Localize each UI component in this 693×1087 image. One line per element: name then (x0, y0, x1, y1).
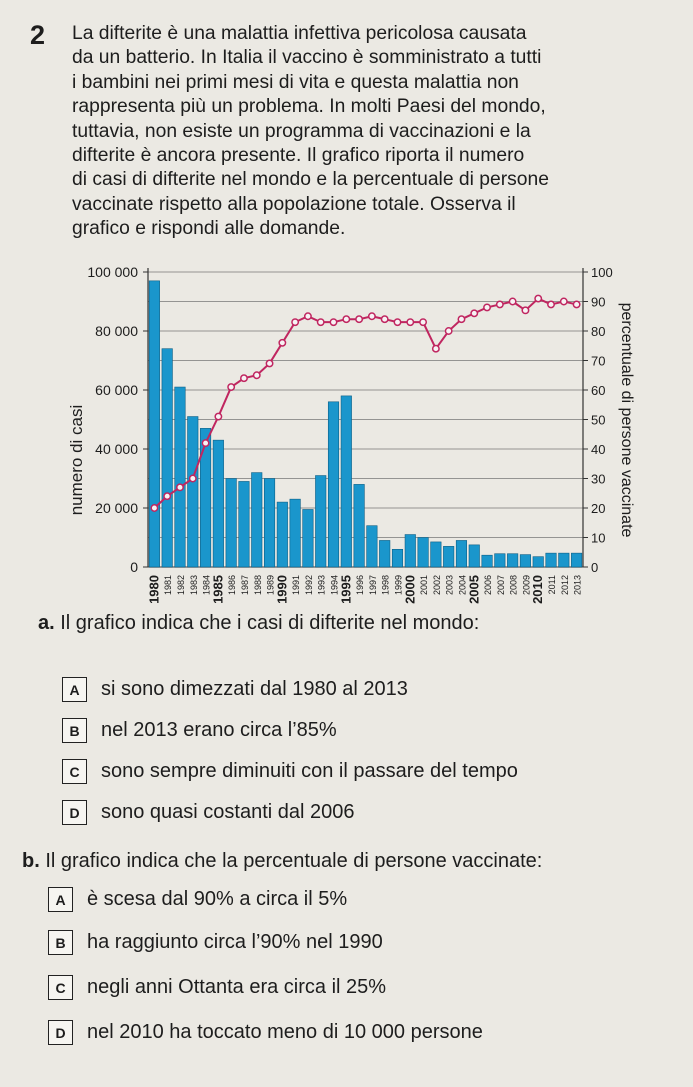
option-text: si sono dimezzati dal 1980 al 2013 (101, 678, 408, 700)
x-tick-label-1989: 1989 (265, 575, 276, 596)
x-tick-label-1983: 1983 (188, 575, 199, 596)
bar-1980 (149, 281, 159, 567)
vaccination-point-1995 (343, 316, 349, 322)
right-tick-label: 20 (591, 501, 606, 516)
bar-1987 (239, 481, 249, 567)
vaccination-point-2001 (420, 319, 426, 325)
x-tick-label-1999: 1999 (393, 575, 404, 596)
option-b-D[interactable] (48, 1020, 483, 1045)
x-tick-label-1990: 1990 (274, 575, 290, 604)
vaccination-point-2008 (509, 298, 515, 304)
bar-2006 (482, 555, 492, 567)
bar-1982 (175, 387, 185, 567)
option-a-C[interactable] (62, 759, 518, 784)
x-tick-label-1980: 1980 (146, 575, 162, 604)
left-tick-label: 40 000 (95, 441, 138, 457)
bar-1984 (200, 428, 210, 567)
bar-1989 (264, 479, 274, 568)
option-text: negli anni Ottanta era circa il 25% (87, 976, 387, 998)
bar-2000 (405, 535, 415, 567)
option-letter: D (62, 800, 87, 825)
vaccination-point-2011 (548, 301, 554, 307)
x-tick-label-1997: 1997 (367, 575, 378, 596)
x-tick-label-1995: 1995 (338, 575, 354, 604)
vaccination-point-1984 (202, 440, 208, 446)
x-tick-label-1993: 1993 (316, 575, 327, 596)
x-tick-label-1988: 1988 (252, 575, 263, 596)
option-b-A[interactable] (48, 887, 347, 912)
intro-line: tuttavia, non esiste un programma di vaccinazioni e la (72, 120, 531, 142)
left-tick-label: 100 000 (87, 264, 138, 280)
intro-line: difterite è ancora presente. Il grafico riporta il numero (72, 145, 525, 167)
bar-1985 (213, 440, 223, 567)
right-axis-title: percentuale di persone vaccinate (618, 302, 635, 538)
vaccination-point-1980 (151, 505, 157, 511)
x-tick-label-1994: 1994 (329, 575, 340, 596)
right-tick-label: 60 (591, 383, 606, 398)
vaccination-point-2013 (573, 301, 579, 307)
vaccination-point-1981 (164, 493, 170, 499)
intro-line: da un batterio. In Italia il vaccino è somministrato a tutti (72, 47, 542, 69)
x-tick-label-2010: 2010 (530, 575, 546, 604)
vaccination-point-2006 (484, 304, 490, 310)
intro-line: La difterite è una malattia infettiva pericolosa causata (72, 23, 527, 44)
left-axis-title: numero di casi (67, 404, 86, 516)
vaccination-point-2010 (535, 295, 541, 301)
intro-line: grafico e rispondi alle domande. (72, 218, 346, 240)
bar-2009 (520, 555, 530, 567)
option-letter: B (48, 930, 73, 955)
bar-2007 (495, 554, 505, 567)
bar-1994 (328, 402, 338, 567)
bar-1996 (354, 484, 364, 567)
x-tick-label-2007: 2007 (495, 575, 506, 596)
vaccination-point-1988 (254, 372, 260, 378)
option-letter: D (48, 1020, 73, 1045)
x-tick-label-2006: 2006 (483, 575, 494, 596)
option-text: nel 2013 erano circa l’85% (101, 719, 337, 741)
vaccination-point-1987 (241, 375, 247, 381)
diphtheria-chart (0, 245, 693, 615)
x-tick-label-1992: 1992 (303, 575, 314, 596)
option-a-D[interactable] (62, 800, 355, 825)
option-a-A[interactable] (62, 677, 408, 702)
right-tick-label: 10 (591, 530, 606, 546)
bar-1988 (252, 473, 262, 567)
bar-1992 (303, 509, 313, 567)
left-tick-label: 0 (130, 559, 138, 575)
x-tick-label-1981: 1981 (163, 575, 174, 596)
bar-2011 (546, 553, 556, 567)
bar-2013 (571, 553, 581, 567)
option-b-B[interactable] (48, 930, 383, 955)
vaccination-point-2009 (522, 307, 528, 313)
right-tick-label: 100 (591, 265, 613, 280)
x-tick-label-2002: 2002 (431, 575, 442, 596)
option-text: nel 2010 ha toccato meno di 10 000 persone (87, 1021, 483, 1043)
exercise-number: 2 (30, 20, 46, 50)
right-tick-label: 50 (591, 412, 606, 428)
x-tick-label-2000: 2000 (402, 575, 418, 604)
x-tick-label-2013: 2013 (572, 575, 583, 596)
vaccination-point-1985 (215, 413, 221, 419)
question-a (38, 612, 479, 635)
bar-2002 (431, 542, 441, 567)
vaccination-point-1992 (305, 313, 311, 319)
vaccination-point-1997 (369, 313, 375, 319)
left-tick-label: 60 000 (95, 382, 138, 398)
question-a-text: Il grafico indica che i casi di difterite nel mondo: (60, 612, 480, 634)
right-tick-label: 40 (591, 442, 606, 457)
option-text: è scesa dal 90% a circa il 5% (87, 888, 348, 910)
right-tick-label: 30 (591, 471, 606, 487)
x-tick-label-2008: 2008 (508, 575, 519, 596)
vaccination-point-1990 (279, 340, 285, 346)
vaccination-point-2004 (458, 316, 464, 322)
vaccination-point-1999 (394, 319, 400, 325)
vaccination-point-1996 (356, 316, 362, 322)
left-tick-label: 20 000 (95, 500, 138, 516)
right-tick-label: 80 (591, 324, 606, 339)
option-a-B[interactable] (62, 718, 337, 743)
vaccination-point-1998 (381, 316, 387, 322)
option-letter: B (62, 718, 87, 743)
vaccination-point-2007 (497, 301, 503, 307)
option-text: sono quasi costanti dal 2006 (101, 801, 355, 823)
x-tick-label-1996: 1996 (355, 575, 366, 596)
bar-2010 (533, 557, 543, 567)
option-letter: C (62, 759, 87, 784)
x-tick-label-2001: 2001 (419, 575, 430, 596)
x-tick-label-2009: 2009 (521, 575, 532, 596)
x-tick-label-1986: 1986 (227, 575, 238, 596)
x-tick-label-1985: 1985 (210, 575, 226, 604)
question-b-text: Il grafico indica che la percentuale di persone vaccinate: (45, 850, 543, 872)
x-tick-label-1998: 1998 (380, 575, 391, 596)
bar-2001 (418, 538, 428, 568)
option-letter: A (62, 677, 87, 702)
intro-line: rappresenta più un problema. In molti Paesi del mondo, (72, 96, 546, 118)
bar-1993 (315, 476, 325, 567)
bar-1999 (392, 549, 402, 567)
x-tick-label-2004: 2004 (457, 575, 468, 596)
bar-1991 (290, 499, 300, 567)
x-tick-label-2011: 2011 (547, 575, 558, 595)
bar-1997 (367, 526, 377, 567)
vaccination-point-1982 (177, 484, 183, 490)
intro-line: vaccinate rispetto alla popolazione totale. Osserva il (72, 193, 516, 215)
right-tick-label: 70 (591, 353, 606, 369)
option-letter: C (48, 975, 73, 1000)
bar-1998 (379, 540, 389, 567)
x-tick-label-2003: 2003 (444, 575, 455, 596)
x-tick-label-1982: 1982 (175, 575, 186, 596)
x-tick-label-1987: 1987 (239, 575, 250, 596)
bar-1981 (162, 349, 172, 567)
vaccination-point-2000 (407, 319, 413, 325)
vaccination-point-2003 (445, 328, 451, 334)
bar-1995 (341, 396, 351, 567)
intro-line: di casi di difterite nel mondo e la percentuale di persone (72, 169, 549, 191)
bar-1986 (226, 479, 236, 568)
vaccination-point-1986 (228, 384, 234, 390)
vaccination-point-1994 (330, 319, 336, 325)
bar-2003 (443, 546, 453, 567)
right-tick-label: 90 (591, 294, 606, 310)
vaccination-point-2002 (433, 346, 439, 352)
vaccination-point-2012 (561, 298, 567, 304)
vaccination-point-1993 (318, 319, 324, 325)
question-b (22, 850, 542, 873)
intro-text (72, 22, 672, 242)
option-text: ha raggiunto circa l’90% nel 1990 (87, 931, 383, 953)
x-tick-label-2012: 2012 (559, 575, 570, 596)
option-b-C[interactable] (48, 975, 386, 1000)
option-text: sono sempre diminuiti con il passare del tempo (101, 760, 518, 782)
left-tick-label: 80 000 (95, 323, 138, 339)
x-tick-label-2005: 2005 (466, 575, 482, 604)
question-b-letter: b. (22, 850, 40, 872)
bar-2012 (559, 553, 569, 567)
bar-1983 (188, 417, 198, 567)
bar-1990 (277, 502, 287, 567)
question-a-letter: a. (38, 612, 55, 634)
vaccination-point-1991 (292, 319, 298, 325)
option-letter: A (48, 887, 73, 912)
bar-2004 (456, 540, 466, 567)
bar-2005 (469, 545, 479, 567)
intro-line: i bambini nei primi mesi di vita e questa malattia non (72, 71, 519, 93)
vaccination-point-2005 (471, 310, 477, 316)
x-tick-label-1984: 1984 (201, 575, 212, 596)
vaccination-point-1989 (266, 360, 272, 366)
right-tick-label: 0 (591, 560, 599, 575)
vaccination-point-1983 (190, 475, 196, 481)
x-tick-label-1991: 1991 (291, 575, 302, 596)
bar-2008 (507, 554, 517, 567)
